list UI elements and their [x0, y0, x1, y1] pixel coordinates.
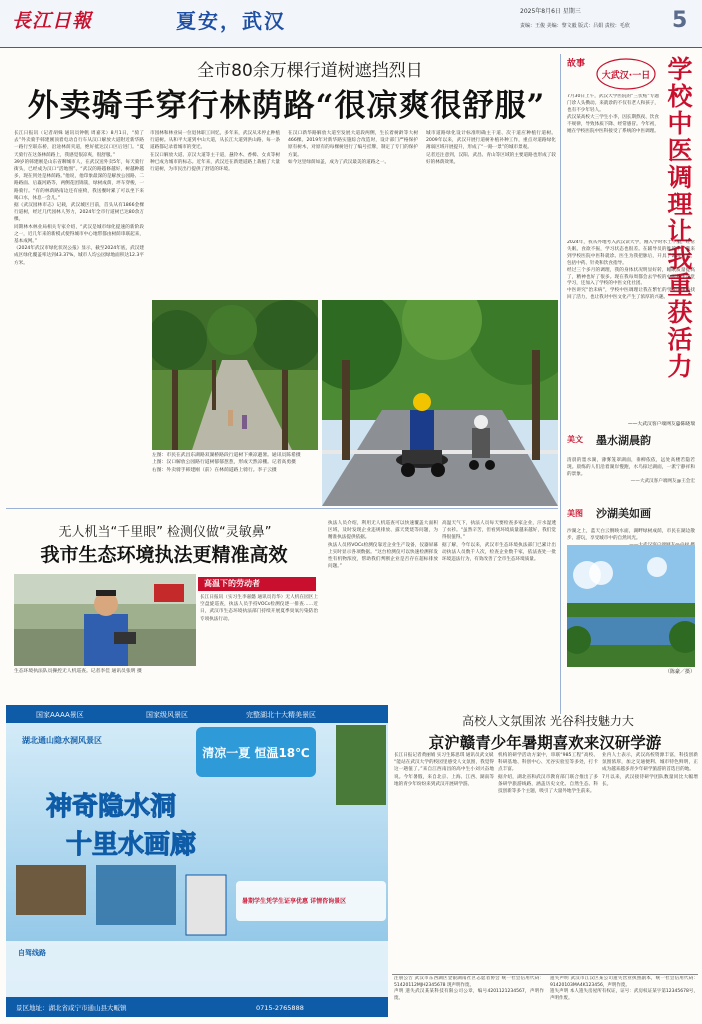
- story2-photo-caption: 生态环境执法队员操控无人机巡查。记者李佳 通讯员张明 摄: [14, 669, 142, 674]
- story1-column-3: 在汉口新华路解放大道至发展大道段两侧，生长着树龄等大树466棵。2019年对新华路实施综合改造时，设计部门严格保护原有树木，对原有的每棵树进行了编号挂牌，制定了专门的保护方案。 如今这里绿荫如盖，成为了武汉最美的道路之一。: [288, 131, 418, 165]
- legal-notice-right: 遗失声明 武汉市江汉区某公司遗失营业执照副本，统一社会信用代码：91420103MA4K123456，声明作废。 遗失声明 本人遗失房屋所有权证，证号：武房权证某字第12345678号，声明作废。: [550, 976, 698, 1001]
- ad-title-line1: 神奇隐水洞: [46, 792, 177, 822]
- ad-tag-2: 国家级风景区: [146, 711, 188, 719]
- photo-feature-caption: （陈豪／摄）: [664, 669, 695, 675]
- column-body-intro: 7月30日上午，武汉大学医院的“三伏贴”专题门诊人头攒动。来就诊的不仅有老人和孩子，也有不少年轻人。 武汉某高校大三学生小李，因长期熬夜、饮食不规律，导致体质下降、经常感冒。今年初，她在学校医院中医科接受了系统的中医调理。: [567, 94, 659, 134]
- essay-byline: ——大武汉客户端网友@王会宏: [630, 479, 695, 484]
- story3-kicker: 高校人文氛围浓 光谷科技魅力大: [462, 714, 634, 728]
- series-banner-text: 高温下的劳动者: [204, 579, 260, 588]
- story2-column-1: 长江日报讯（实习生李嘉懿 通讯员肖华）无人机在园区上空盘旋巡查，执法人员手持VOCs检测仪逐一排查……近日，武汉市生态环境执法部门持续开展夏季臭氧污染防治专项执法行动。: [200, 595, 318, 622]
- photo-lake-scene[interactable]: [567, 545, 695, 667]
- ad-brand: 湖北通山隐水洞风景区: [22, 736, 102, 745]
- story2-column-2: 执法人员介绍，利用无人机巡查可以快速覆盖大面积区域，及时发现企业违规排放、露天焚烧等问题，为精准执法提供依据。 执法人员将VOCs检测仪靠近企业生产设备，仪器屏幕上实时显示各项数据。“这台检测仪可以快速检测挥发性有机物浓度，帮助我们判断企业是否存在超标排放问题。”: [328, 521, 438, 570]
- ad-tag-1: 国家AAAA景区: [36, 711, 84, 719]
- photo-feature-label: 美图: [567, 509, 583, 518]
- story3-column-1: 长江日报记者黄丽娟 实习生陈思琪 通讯员武文斌 “能站在武汉大学的校园里感受人文氛围，我觉得这一趟值了。”来自江西南昌的高中生小刘兴奋地说。今年暑假，来自北京、上海、江西、湖南等地的青少年纷纷来到武汉开展研学游。: [394, 753, 494, 787]
- story3-column-2: 机构的研学活动方案中，串联“985工程”高校、科研基地、科创中心、光谷实验室等多处，打卡点丰富。 据介绍，湖北省和武汉市教育部门联合推出了多条研学旅游线路，涵盖历史文化、自然生态、科技创新等多个主题，吸引了大量外地学生前来。: [498, 753, 598, 795]
- legal-notice-left: 注册公告 武汉市东西湖区金银湖南社区志愿者协会 统一社会信用代码：51420112MJH2345678 现声明作废。 声明 遗失武汉某某科技有限公司公章，编号4201121234567，声明作废。: [394, 976, 544, 1001]
- photo-feature-text: 沙湖之上，蓝天白云倒映水面，湖畔绿树成荫，市民在湖边散步、游玩，享受城市中的自然风光。: [567, 529, 695, 541]
- issue-date: 2025年8月6日 星期三: [520, 8, 581, 15]
- story2-headline[interactable]: 我市生态环境执法更精准高效: [40, 544, 288, 566]
- story1-photo-caption: 左图：市民在武昌东湖路双湖桥路段行道树下乘凉避暑。通讯员陈希摄 上图：汉口解放公园路行道树郁郁葱葱，形成天然凉棚。记者高勇摄 右图：外卖骑手韩建刚（前）在林荫道路上骑行。李子云摄: [152, 453, 301, 473]
- ad-address: 景区地址：湖北省咸宁市通山县大畈镇: [16, 1004, 127, 1012]
- ad-phone[interactable]: 0715-2765888: [256, 1004, 304, 1012]
- story1-column-1: 长江日报讯（记者胡姝 通讯员钟帆 周嘉禾）8月1日，“骑了去”外卖骑手韩建刚顶着电动自行车从汉口解放大道附近新华路一路行至联东桥，沿途林荫夹道，绝好抵达汉口区后进门。“夏天骑行在这条林荫路上，我感觉很凉爽，很舒服。” 39岁的韩建刚是山东省聊城市人，在武汉送外卖5年，每天骑行街头，已经成为汉口“活地图”。“武汉的路越修越好，树越种越多，现在到处是林荫路。”他说，他印象最深的是解放公园路、二路路面、后襄河路等，两侧花团锦簇，绿树成荫，坪车穿梭，一路骑行。“有的林荫路南边还有座椅，我送餐时累了可以坐下来喝口水，休息一会儿。” 据《武汉园林市志》记载，武汉城区目前，首头从有1866金棵行道树，经过几代园林人努力，2024年全市行道树已达80余万棵。 同期林木林业局相关专家介绍，“武汉是城市绿化提速的新阶段之一，近几年来的新模式使得城市中心地带都由树荫串联起来，基本成网。” 《2024年武汉市绿化状况公报》显示，截至2024年底，武汉建成区绿化覆盖率达到43.37%，城市人均公园绿地面积达12.3平方米。: [14, 131, 144, 266]
- essay-title[interactable]: 墨水湖晨韵: [596, 434, 651, 447]
- column-byline: ——大武汉客户端网友@陈晓瑞: [627, 422, 695, 427]
- column-divider: [560, 54, 561, 714]
- newspaper-logo: 長江日報: [12, 10, 93, 32]
- editor-credits: 责编：王俊 美编：黎文毅 版式：吕娟 责校：毛欣: [520, 23, 630, 29]
- story1-column-2: 市园林和林业局一位退休职工回忆，多年来，武汉从未停止种植行道树。从和平大道到中山大道，从长江大道到洪山路，每一条道路都记录着城市的变迁。 在汉口解放大道、京汉大道等主干道，悬铃木、香樟、女贞等树种已成为城市的标志。近年来，武汉还在新建道路上栽植了大量行道树，为市民出行提供了舒适的环境。: [150, 131, 280, 173]
- photo-tree-lined-path[interactable]: [152, 300, 318, 450]
- ad-title-line2: 十里水画廊: [66, 830, 197, 860]
- story1-kicker: 全市80余万棵行道树遮挡烈日: [197, 61, 423, 81]
- story2-kicker: 无人机当“千里眼” 检测仪做“灵敏鼻”: [58, 525, 272, 540]
- section-name: 夏安，武汉: [176, 9, 286, 33]
- section-divider: [6, 508, 558, 509]
- story3-column-3: 业内人士表示，武汉高校资源丰富，科技创新氛围浓厚，加之交通便利、城市特色鲜明，正成为越来越多青少年研学旅游的首选目的地。 7月以来，武汉接待研学团队数量同比大幅增长。: [602, 753, 698, 787]
- column-body: 2024年，我从外地考入武汉读大学，刚入学时水土不服，经常失眠、食欲不振，学习状态也很差。在辅导员的推荐下，我来到学校医院中医科就诊。医生为我把脉后，开具了调理方案，包括中药、针灸和饮食指导。 经过三个多月的调理，我的身体状况明显好转，睡眠质量提高了，精神也好了很多。现在我每周都会去学校的中医养生课堂学习，还加入了学校的中医文化社团。 中医讲究“治未病”，学校中医调理让我在繁忙的学业中重新找回了活力，也让我对中医文化产生了浓厚的兴趣。: [567, 240, 695, 301]
- photo-drone-operator[interactable]: [14, 574, 196, 666]
- ad-promo: 暑期学生凭学生证享优惠 详情咨询景区: [242, 898, 347, 905]
- ad-route-label: 自驾线路: [18, 949, 46, 957]
- essay-text: 清晨的墨水湖，薄雾笼罩湖面，垂柳依依，远处高楼若隐若现。晨练的人们沿着湖岸慢跑，水鸟掠过湖面，一派宁静祥和的景象。: [567, 458, 695, 477]
- story1-headline[interactable]: 外卖骑手穿行林荫路“很凉爽很舒服”: [27, 88, 546, 124]
- column-badge-text: 大武汉·一日: [601, 71, 651, 81]
- essay-body: [567, 450, 695, 492]
- photo-delivery-rider[interactable]: [322, 300, 558, 506]
- scenic-area-advertisement[interactable]: [6, 705, 388, 1017]
- column-headline[interactable]: 学校中医调理让我重获活力: [667, 55, 693, 381]
- ad-cool-text: 清凉一夏 恒温18℃: [202, 746, 310, 760]
- column-badge-icon: [595, 56, 657, 92]
- essay-label: 美文: [567, 435, 583, 444]
- story2-column-3: 高温天气下，执法人员每天要检查多家企业，汗水湿透了衣衫。“虽然辛苦，但看到环境质量越来越好，我们觉得很值得。” 据了解，今年以来，武汉市生态环境执法部门已累计出动执法人员数千人次，检查企业数千家，依法查处一批环境违法行为，有效改善了全市生态环境质量。: [442, 521, 556, 563]
- story1-column-4: 城市道路绿化设计标准明确主干道、次干道应种植行道树。2009年以来，武汉开展行道树补植补种工作，重点对道路绿化薄弱区域开展提升，形成了“一路一景”的城市景观。 记者还注意到，汉阳、武昌、青山等区域的主要道路也形成了较好的林荫效果。: [426, 131, 556, 165]
- ad-tag-3: 完整湖北十大精美景区: [246, 711, 316, 719]
- story-label: 故事: [567, 59, 586, 69]
- photo-feature-title[interactable]: 沙湖美如画: [596, 507, 651, 520]
- page-number: 5: [672, 8, 688, 33]
- story3-headline[interactable]: 京沪赣青少年暑期喜欢来汉研学游: [428, 733, 662, 752]
